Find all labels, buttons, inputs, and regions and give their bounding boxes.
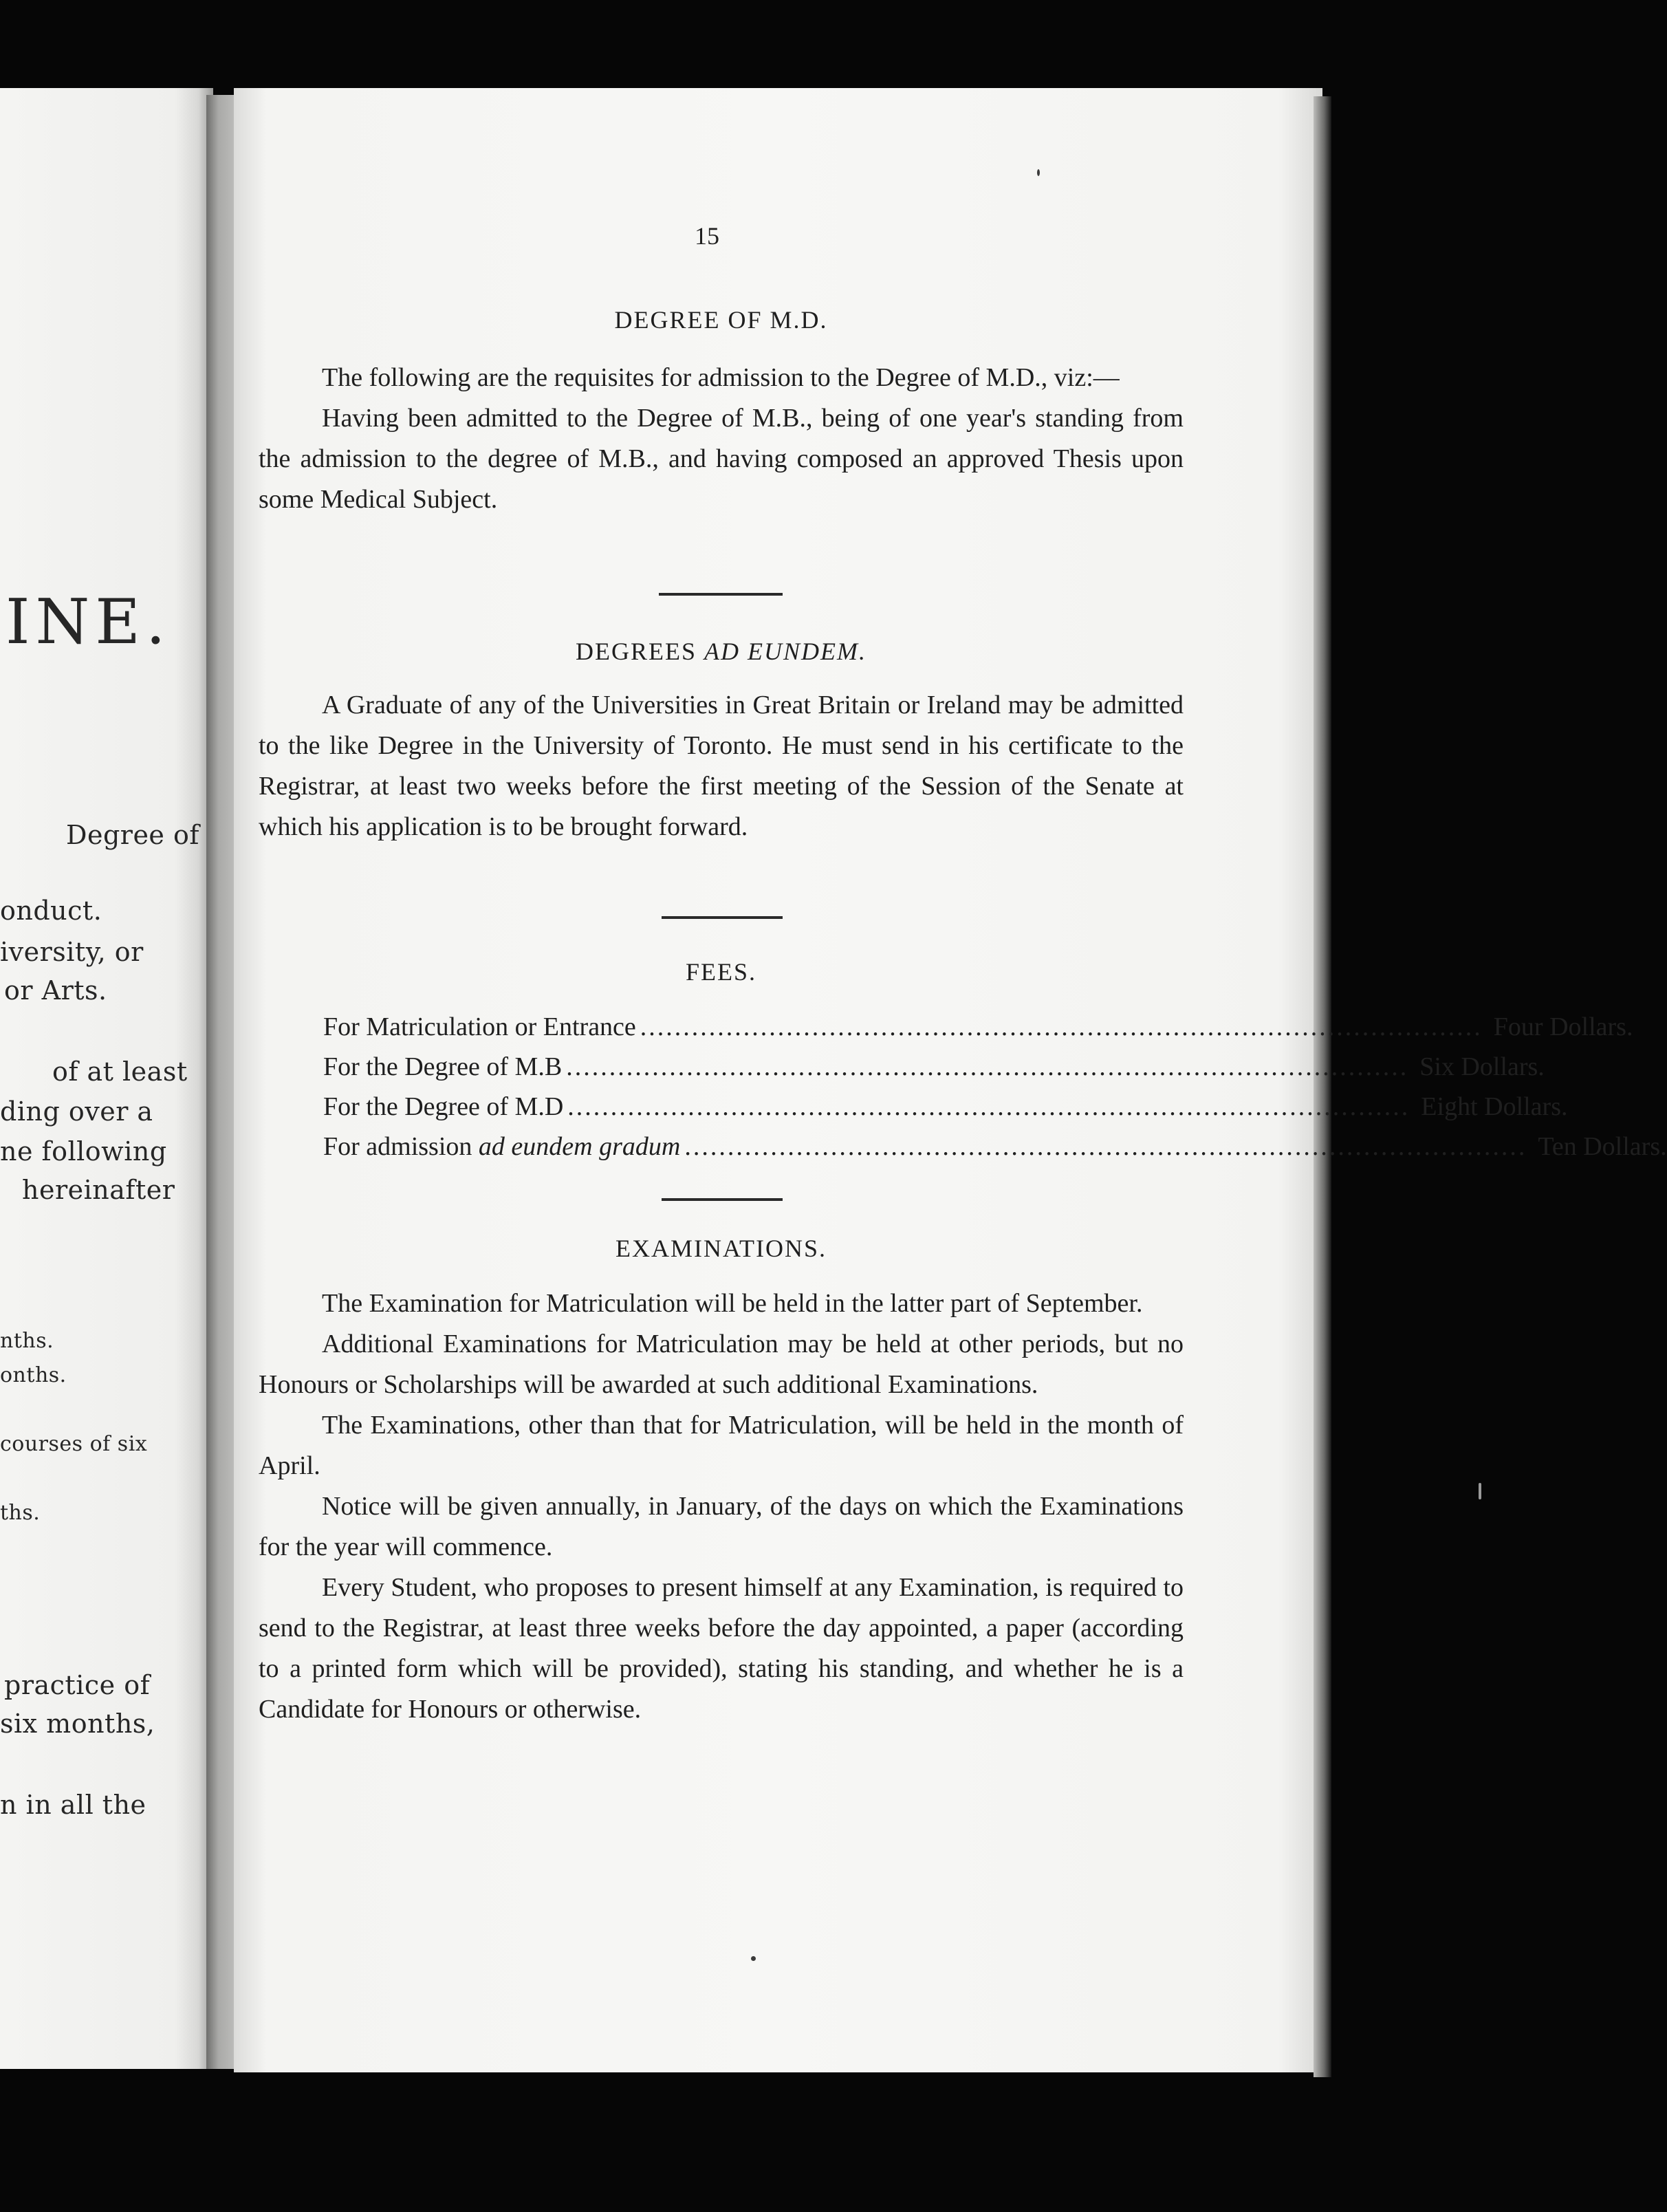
paragraph: Additional Examinations for Matriculation may be held at other periods, but no Honours or Scholarships will be awarded at such additional Examinations. [259, 1330, 1184, 1399]
leader-dots: .................................................................................................. [566, 1052, 1409, 1081]
fee-row [323, 1127, 1667, 1167]
fee-amount: Ten Dollars. [1538, 1132, 1667, 1161]
leader-dots: .................................................................................................. [684, 1132, 1527, 1161]
left-fragment: n in all the [0, 1790, 146, 1820]
left-fragment: or Arts. [4, 975, 107, 1006]
scan-speck [751, 1956, 756, 1961]
fee-amount: Four Dollars. [1493, 1012, 1633, 1041]
left-fragment: of at least [52, 1056, 188, 1087]
paragraph: A Graduate of any of the Universities in Great Britain or Ireland may be admitted to the like Degree in the University of Toronto. He must send in his certificate to the Registrar, at least two weeks before the first meeting of the Session of the Senate at which his application is to be brought forward. [259, 691, 1184, 841]
page-number: 15 [695, 222, 719, 250]
left-fragment: ding over a [0, 1096, 153, 1127]
left-fragment: iversity, or [0, 937, 144, 967]
fee-row [323, 1007, 1633, 1047]
leader-dots: .................................................................................................. [567, 1092, 1410, 1121]
md-section [259, 358, 1184, 520]
left-fragment: onduct. [0, 896, 102, 926]
leader-dots: .................................................................................................. [640, 1012, 1483, 1041]
section-divider [659, 593, 783, 596]
heading-degree-md: DEGREE OF M.D. [614, 306, 828, 334]
fee-row [323, 1087, 1568, 1127]
paragraph: The Examinations, other than that for Matriculation, will be held in the month of April. [259, 1411, 1184, 1480]
heading-plain: DEGREES [576, 638, 697, 665]
examinations-section [259, 1283, 1184, 1730]
section-divider [662, 916, 783, 919]
left-fragment: nths. [0, 1329, 54, 1353]
left-fragment: six months, [0, 1709, 155, 1739]
paragraph: Every Student, who proposes to present himself at any Examination, is required to send to the Registrar, at least three weeks before the day appointed, a paper (according to a printed form which will be provided), stating his standing, and whether he is a Candidate for Honours or otherwise. [259, 1573, 1184, 1724]
paragraph: The Examination for Matriculation will be held in the latter part of September. [322, 1289, 1143, 1318]
heading-examinations: EXAMINATIONS. [615, 1235, 827, 1262]
paragraph: The following are the requisites for admission to the Degree of M.D., viz:— [322, 363, 1120, 392]
left-fragment-title: INE. [6, 586, 171, 658]
left-fragment: Degree of [66, 820, 199, 850]
fee-item-plain: For admission [323, 1132, 472, 1161]
fee-item-italic: ad eundem gradum [478, 1132, 681, 1161]
left-fragment: hereinafter [22, 1175, 175, 1205]
heading-degrees-ad-eundem [259, 637, 1184, 666]
left-fragment: onths. [0, 1363, 67, 1387]
paragraph: Notice will be given annually, in January, of the days on which the Examinations for the year will commence. [259, 1492, 1184, 1561]
fee-amount: Six Dollars. [1419, 1052, 1545, 1081]
left-fragment: practice of [4, 1670, 151, 1700]
fee-item [323, 1127, 680, 1167]
fee-item: For Matriculation or Entrance [323, 1012, 636, 1041]
fees-table [323, 1007, 1667, 1167]
eundem-section [259, 685, 1184, 847]
fee-amount: Eight Dollars. [1421, 1092, 1568, 1121]
fee-item: For the Degree of M.B [323, 1052, 563, 1081]
fee-item: For the Degree of M.D [323, 1092, 564, 1121]
left-fragment: ths. [0, 1501, 41, 1525]
heading-fees: FEES. [685, 958, 757, 986]
section-divider [662, 1198, 783, 1201]
paragraph: Having been admitted to the Degree of M.B., being of one year's standing from the admission to the degree of M.B., and having composed an approved Thesis upon some Medical Subject. [259, 404, 1184, 514]
left-fragment: courses of six [0, 1432, 148, 1456]
left-fragment: ne following [0, 1136, 167, 1167]
scan-speck [1479, 1483, 1481, 1499]
heading-italic: AD EUNDEM. [704, 638, 867, 665]
fee-row [323, 1047, 1545, 1087]
scan-speck [1037, 169, 1040, 176]
